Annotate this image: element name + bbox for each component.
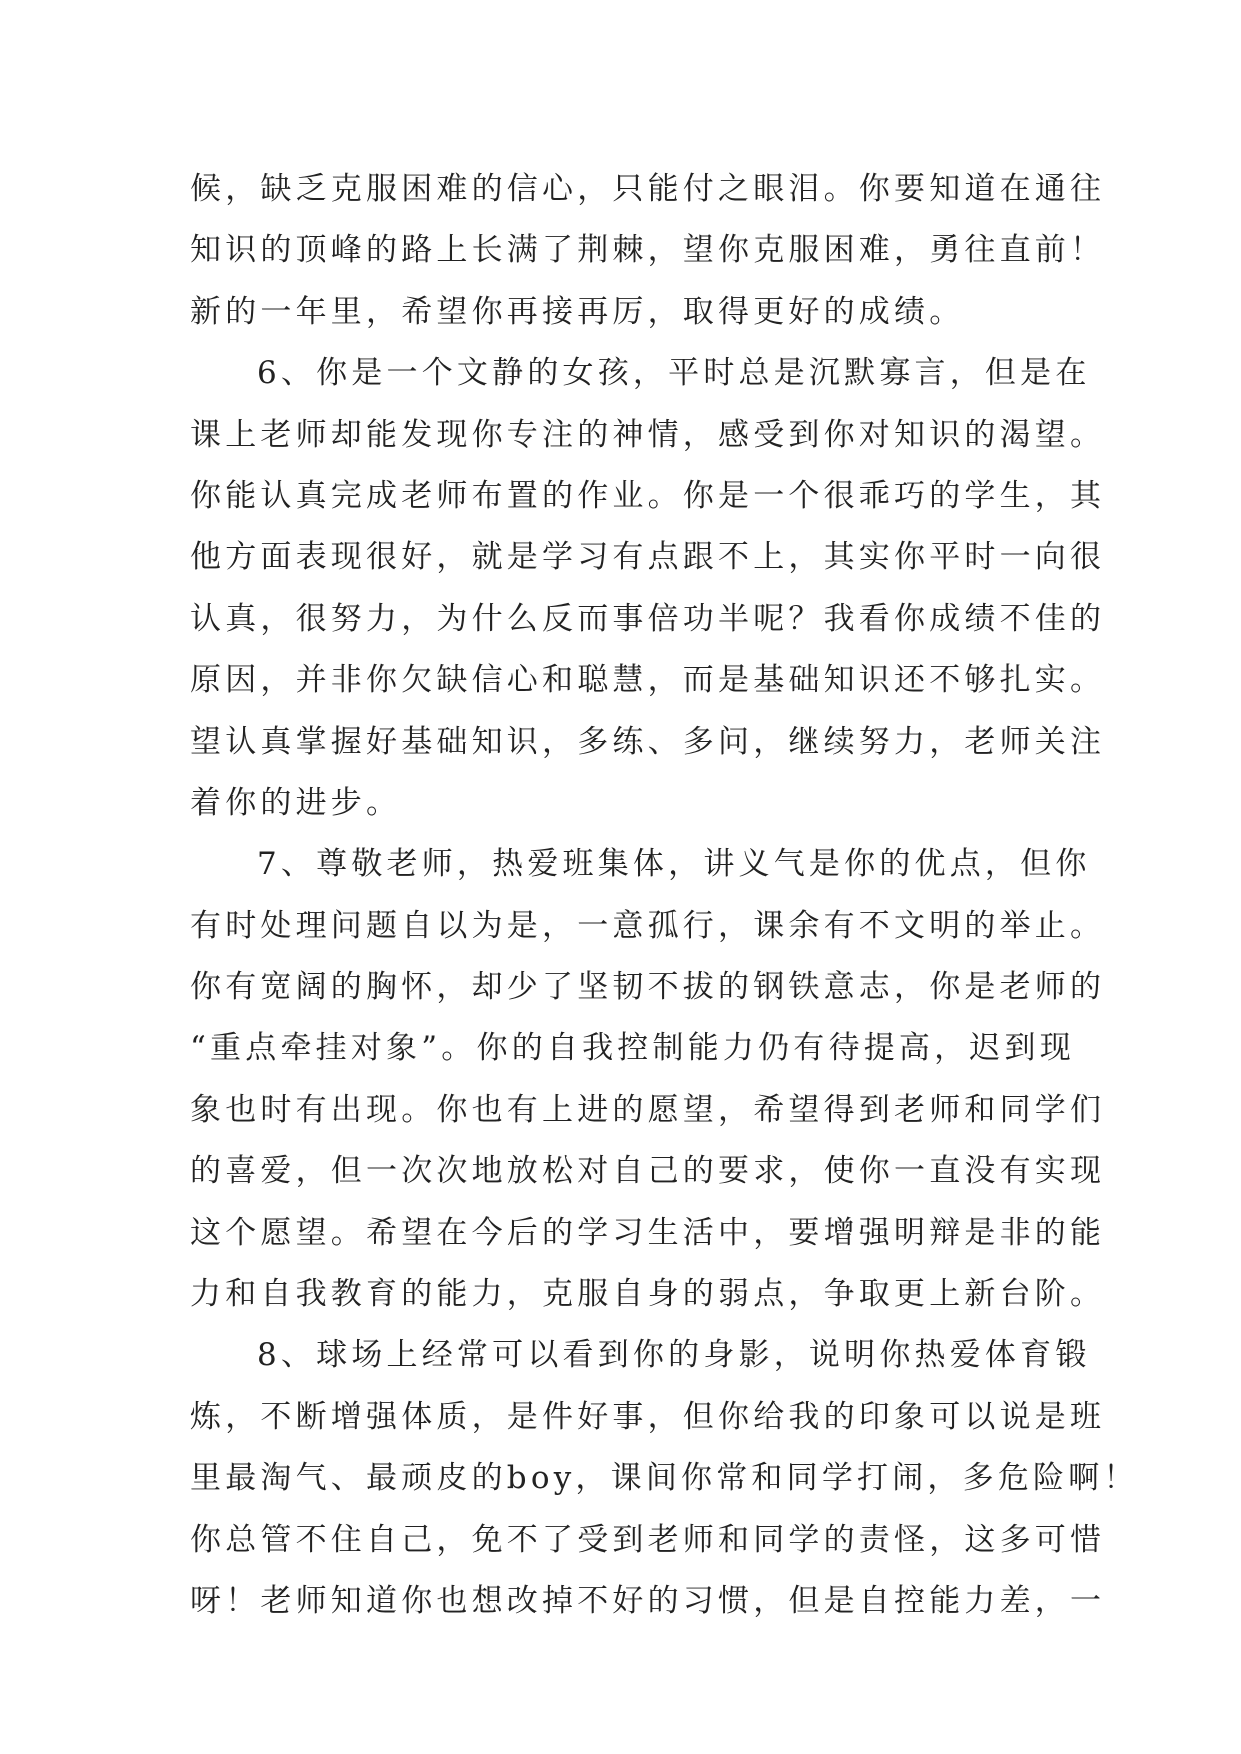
text-line: 的喜爱，但一次次地放松对自己的要求，使你一直没有实现	[190, 1153, 1106, 1190]
text-line: 着你的进步。	[190, 784, 402, 821]
text-line: 呀！老师知道你也想改掉不好的习惯，但是自控能力差，一	[190, 1582, 1106, 1619]
text-line: 知识的顶峰的路上长满了荆棘，望你克服困难，勇往直前！	[190, 232, 1106, 269]
body-text	[190, 159, 1139, 1632]
text-line: 这个愿望。希望在今后的学习生活中，要增强明辩是非的能	[190, 1214, 1106, 1251]
text-line: 他方面表现很好，就是学习有点跟不上，其实你平时一向很	[190, 539, 1106, 576]
text-line: 你总管不住自己，免不了受到老师和同学的责怪，这多可惜	[190, 1521, 1106, 1558]
text-line: 你能认真完成老师布置的作业。你是一个很乖巧的学生，其	[190, 477, 1106, 514]
text-line: 力和自我教育的能力，克服自身的弱点，争取更上新台阶。	[190, 1276, 1106, 1313]
text-line: 象也时有出现。你也有上进的愿望，希望得到老师和同学们	[190, 1091, 1106, 1128]
text-line: 原因，并非你欠缺信心和聪慧，而是基础知识还不够扎实。	[190, 662, 1106, 699]
text-line: 炼，不断增强体质，是件好事，但你给我的印象可以说是班	[190, 1398, 1106, 1435]
text-line: 望认真掌握好基础知识，多练、多问，继续努力，老师关注	[190, 723, 1106, 760]
text-line: 里最淘气、最顽皮的boy，课间你常和同学打闹，多危险啊！	[190, 1460, 1139, 1497]
text-line: 新的一年里，希望你再接再厉，取得更好的成绩。	[190, 293, 965, 330]
text-line: 认真，很努力，为什么反而事倍功半呢？我看你成绩不佳的	[190, 600, 1106, 637]
text-line: “重点牵挂对象”。你的自我控制能力仍有待提高，迟到现	[190, 1030, 1075, 1067]
text-line: 8、球场上经常可以看到你的身影，说明你热爱体育锻	[257, 1337, 1091, 1374]
text-line: 候，缺乏克服困难的信心，只能付之眼泪。你要知道在通往	[190, 171, 1106, 207]
text-line: 7、尊敬老师，热爱班集体，讲义气是你的优点，但你	[257, 846, 1091, 883]
text-line: 你有宽阔的胸怀，却少了坚韧不拔的钢铁意志，你是老师的	[190, 969, 1106, 1006]
text-line: 课上老师却能发现你专注的神情，感受到你对知识的渴望。	[190, 416, 1106, 453]
text-line: 6、你是一个文静的女孩，平时总是沉默寡言，但是在	[257, 355, 1091, 392]
text-line: 有时处理问题自以为是，一意孤行，课余有不文明的举止。	[190, 907, 1106, 944]
